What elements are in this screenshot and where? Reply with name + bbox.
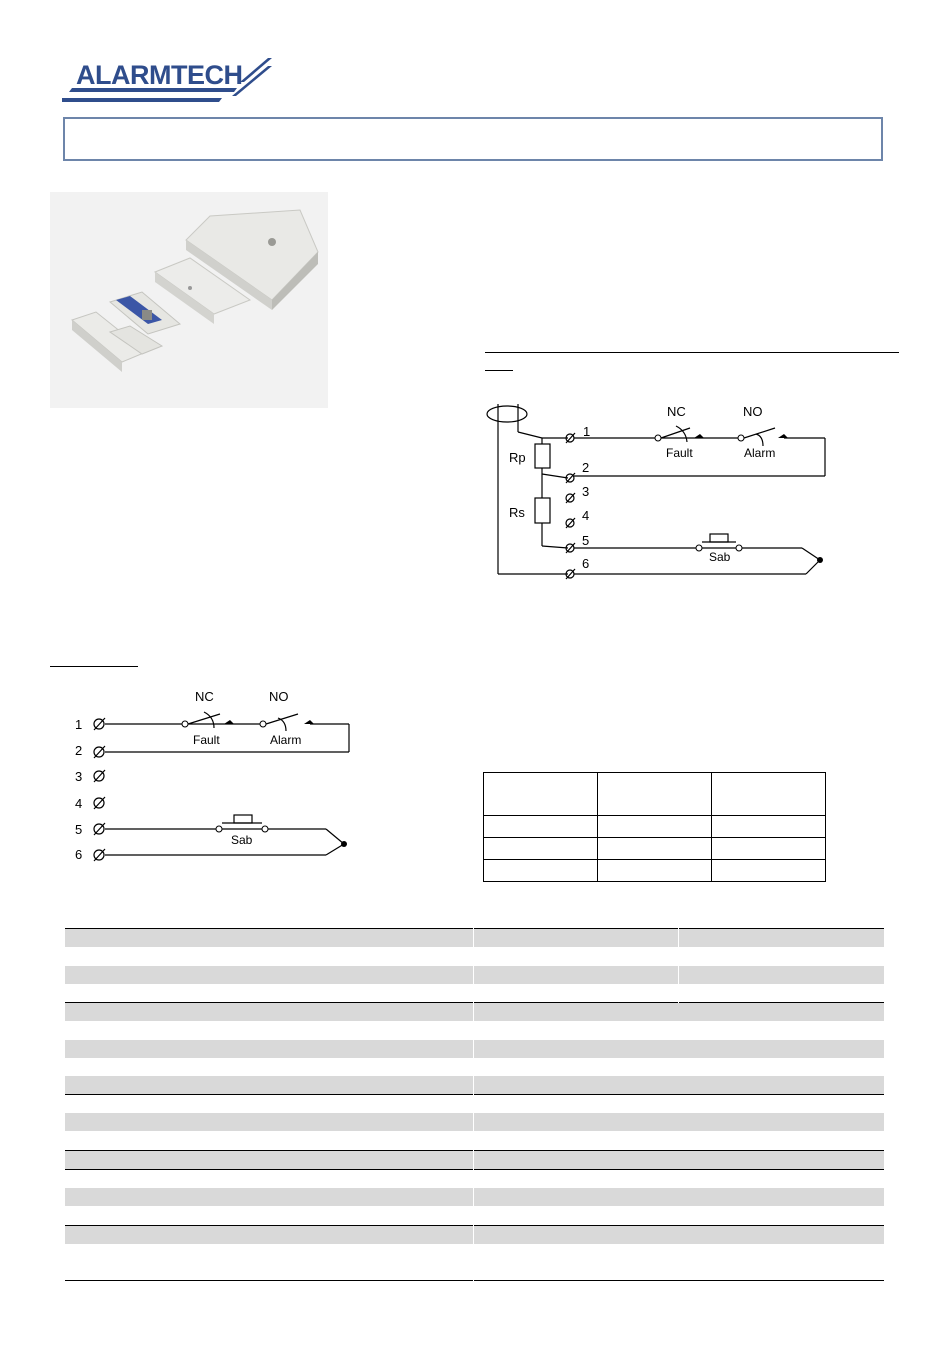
product-photo bbox=[50, 192, 328, 408]
eol-terminal-6: 6 bbox=[582, 556, 590, 571]
table-row bbox=[65, 1113, 884, 1131]
table-cell bbox=[712, 816, 826, 838]
eol-no-label: NO bbox=[743, 404, 763, 419]
nc-terminal-5: 5 bbox=[75, 822, 83, 837]
table-rule bbox=[65, 1094, 884, 1095]
table-cell bbox=[712, 773, 826, 816]
table-cell bbox=[598, 816, 712, 838]
nc-no-label: NO bbox=[269, 689, 289, 704]
table-cell bbox=[484, 838, 598, 860]
eol-alarm-label: Alarm bbox=[744, 446, 776, 460]
table-cell bbox=[484, 773, 598, 816]
eol-terminal-4: 4 bbox=[582, 508, 590, 523]
section-rule bbox=[485, 352, 899, 353]
table-row bbox=[65, 1076, 884, 1094]
nc-wiring-diagram bbox=[60, 684, 360, 864]
table-row bbox=[65, 1040, 884, 1058]
table-row bbox=[65, 1188, 884, 1206]
brand-text: ALARMTECH bbox=[76, 60, 243, 90]
nc-terminal-4: 4 bbox=[75, 796, 83, 811]
title-box bbox=[63, 117, 883, 161]
nc-terminal-2: 2 bbox=[75, 743, 83, 758]
eol-wiring-diagram bbox=[480, 398, 850, 583]
table-cell bbox=[598, 860, 712, 882]
eol-terminal-1: 1 bbox=[583, 424, 591, 439]
resistor-rp-label: Rp bbox=[509, 450, 526, 465]
nc-terminal-3: 3 bbox=[75, 769, 83, 784]
column-separator bbox=[678, 928, 679, 1003]
table-rule bbox=[65, 1169, 884, 1170]
table-cell bbox=[598, 838, 712, 860]
table-rule bbox=[65, 1280, 884, 1281]
table-row bbox=[65, 1151, 884, 1169]
column-separator bbox=[473, 928, 474, 1281]
nc-terminal-6: 6 bbox=[75, 847, 83, 862]
table-row bbox=[65, 929, 884, 947]
table-row bbox=[65, 966, 884, 984]
nc-terminal-1: 1 bbox=[75, 717, 83, 732]
table-cell bbox=[484, 860, 598, 882]
table-row bbox=[65, 1226, 884, 1244]
nc-sab-label: Sab bbox=[231, 833, 253, 847]
table-cell bbox=[712, 860, 826, 882]
eol-fault-label: Fault bbox=[666, 446, 693, 460]
table-cell bbox=[598, 773, 712, 816]
nc-alarm-label: Alarm bbox=[270, 733, 302, 747]
eol-sab-label: Sab bbox=[709, 550, 731, 564]
table-row bbox=[65, 1003, 884, 1021]
eol-terminal-5: 5 bbox=[582, 533, 590, 548]
table-cell bbox=[712, 838, 826, 860]
table-cell bbox=[484, 816, 598, 838]
section-underline bbox=[50, 666, 138, 667]
resistor-table bbox=[483, 772, 826, 882]
eol-nc-label: NC bbox=[667, 404, 686, 419]
alarmtech-logo bbox=[62, 54, 277, 104]
nc-nc-label: NC bbox=[195, 689, 214, 704]
eol-terminal-3: 3 bbox=[582, 484, 590, 499]
nc-fault-label: Fault bbox=[193, 733, 220, 747]
section-underline bbox=[485, 370, 513, 371]
resistor-rs-label: Rs bbox=[509, 505, 525, 520]
eol-terminal-2: 2 bbox=[582, 460, 590, 475]
